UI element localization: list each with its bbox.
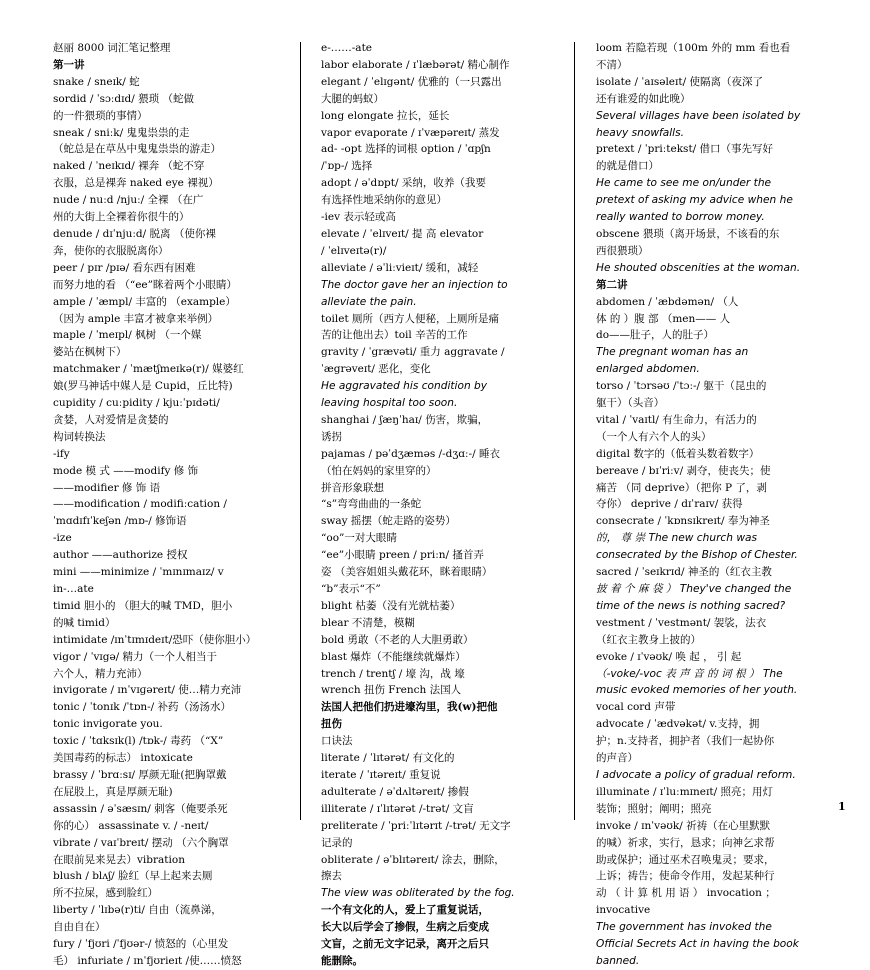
text-line: The view was obliterated by the fog. — [321, 887, 515, 900]
text-line: 护；n.支持者，拥护者（我们一起协你 — [596, 735, 775, 748]
text-line: 西很猥琐） — [596, 244, 649, 257]
text-line: 娘(罗马神话中媒人是 Cupid，丘比特) — [53, 380, 233, 393]
text-line: author ——authorize 授权 — [53, 549, 188, 562]
text-line: wrench 扭伤 French 法国人 — [321, 684, 462, 697]
text-line: 有选择性地采纳你的意见） — [321, 194, 447, 207]
text-line: 而努力地的看 （“ee”眯着两个小眼睛） — [53, 278, 238, 291]
text-line: 构词转换法 — [53, 430, 106, 443]
text-line: bereave / bɪˈriːv/ 剥夺，使丧失；使 — [596, 464, 771, 477]
text-line: -ify — [53, 447, 70, 460]
column-divider — [574, 42, 575, 820]
text-line: 的喊 timid） — [53, 616, 116, 629]
text-line: gravity / ˈgrævəti/ 重力 aggravate / — [321, 346, 505, 359]
text-line: tonic / ˈtonɪk /ˈtɒn-/ 补药（汤汤水） — [53, 701, 232, 714]
text-line: do——肚子，人的肚子） — [596, 329, 715, 342]
text-line: preliterate / ˈpriːˈlɪtərɪt /-trət/ 无文字 — [321, 819, 511, 832]
text-line: 赵丽 8000 词汇笔记整理 — [53, 42, 171, 54]
text-line: vital / ˈvaɪtl/ 有生命力，有活力的 — [596, 413, 757, 426]
text-line: peer / pɪr /pɪə/ 看东西有困难 — [53, 261, 196, 274]
text-line: （怕在妈妈的家里穿的） — [321, 464, 437, 477]
text-line: sway 摇摆（蛇走路的姿势） — [321, 515, 456, 528]
text-line: assassin / əˈsæsɪn/ 刺客（俺要杀死 — [53, 802, 228, 815]
text-line: 一个有文化的人，爱上了重复说话， — [321, 904, 489, 917]
text-line: blight 枯萎（没有光就枯萎） — [321, 599, 461, 612]
text-line: nude / nuːd /njuː/ 全裸 （在广 — [53, 194, 204, 207]
text-line: “ee”小眼睛 preen / priːn/ 搔首弄 — [321, 549, 484, 562]
text-line: 动 （ 计 算 机 用 语 ） invocation ； — [596, 887, 776, 900]
text-line: fury / ˈfjʊri /ˈfjʊər-/ 愤怒的（心里发 — [53, 938, 229, 951]
text-line: snake / sneɪk/ 蛇 — [53, 75, 140, 88]
text-line: 能删除。 — [321, 954, 363, 967]
text-line: e-……-ate — [321, 42, 373, 54]
text-line: illiterate / ɪˈlɪtərət /-trət/ 文盲 — [321, 802, 474, 815]
text-line: vapor evaporate / ɪˈvæpəreɪt/ 蒸发 — [321, 126, 500, 139]
column-middle — [321, 40, 573, 970]
text-line: The government has invoked the — [596, 921, 772, 934]
text-line: 在屁股上，真是厚颜无耻) — [53, 785, 173, 798]
text-line: He came to see me on/under the — [596, 177, 772, 190]
text-line: 奔，使你的衣服脱离你） — [53, 244, 169, 257]
text-line: labor elaborate / ɪˈlæbərət/ 精心制作 — [321, 58, 510, 71]
text-line: 州的大街上全裸着你很牛的） — [53, 211, 190, 224]
text-line: 你的心） assassinate v. / -neɪt/ — [53, 819, 209, 832]
page-number: 1 — [838, 800, 846, 813]
text-line: blear 不清楚，模糊 — [321, 616, 415, 629]
text-line: long elongate 拉长，延长 — [321, 109, 450, 122]
text-line: mini ——minimize / ˈmɪnɪmaɪz/ v — [53, 566, 224, 579]
text-line: ——modifier 修 饰 语 — [53, 481, 161, 494]
text-line: 不清） — [596, 58, 628, 71]
text-line: blush / blʌʃ/ 脸红（早上起来去厕 — [53, 870, 213, 883]
text-line: 夺你） deprive / dɪˈraɪv/ 获得 — [596, 498, 743, 511]
text-line: obliterate / əˈblɪtəreɪt/ 涂去，删除， — [321, 853, 505, 866]
text-line: 上诉；祷告；使命令作用，发起某种行 — [596, 870, 775, 883]
text-line: Several villages have been isolated by — [596, 109, 801, 122]
text-line: pretext / ˈpriːtekst/ 借口（事先写好 — [596, 143, 774, 156]
text-line: obscene 猥琐（离开场景，不该看的东 — [596, 227, 780, 240]
text-line: 长大以后学会了掺假，生病之后变成 — [321, 921, 489, 934]
text-line: （-voke/-voc 表 声 音 的 词 根 ） The — [596, 667, 783, 680]
text-line: banned. — [596, 954, 640, 967]
text-line: ad- -opt 选择的词根 option / ˈɑpʃn — [321, 143, 491, 156]
text-line: mode 模 式 ——modify 修 饰 — [53, 464, 199, 477]
text-line: 苦的让他出去）toil 辛苦的工作 — [321, 329, 468, 342]
text-line: 文盲，之前无文字记录，离开之后只 — [321, 938, 489, 951]
text-line: He shouted obscenities at the woman. — [596, 261, 801, 274]
text-line: pajamas / pəˈdʒæməs /-dʒɑː-/ 睡衣 — [321, 447, 500, 460]
text-line: 美国毒药的标志） intoxicate — [53, 752, 193, 765]
text-line: The doctor gave her an injection to — [321, 278, 508, 291]
text-line: 的一件猥琐的事情） — [53, 109, 148, 122]
text-line: toxic / ˈtɑksɪk(l) /tɒk-/ 毒药 （“X” — [53, 735, 224, 748]
text-line: （因为 ample 丰富才被拿来举例） — [53, 312, 219, 325]
text-line: invoke / ɪnˈvəʊk/ 祈祷（在心里默默 — [596, 819, 771, 832]
text-line: 婆站在枫树下） — [53, 346, 127, 359]
text-line: sneak / sniːk/ 鬼鬼祟祟的走 — [53, 126, 190, 139]
text-line: 的， 尊 崇 The new church was — [596, 532, 758, 545]
text-line: 还有谁爱的如此晚） — [596, 92, 691, 105]
text-line: 痛苦 （同 deprive）（把你 P 了，剥 — [596, 481, 767, 494]
text-line: enlarged abdomen. — [596, 363, 700, 376]
text-line: elevate / ˈelɪveɪt/ 提 高 elevator — [321, 227, 484, 240]
text-line: 姿 （美容姐姐头戴花环，眯着眼睛） — [321, 566, 493, 579]
text-line: matchmaker / ˈmætʃmeɪkə(r)/ 媒婆红 — [53, 363, 244, 376]
text-line: illuminate / ɪˈluːmɪneɪt/ 照亮；用灯 — [596, 785, 773, 798]
text-line: in-…ate — [53, 583, 94, 595]
text-line: “s”弯弯曲曲的一条蛇 — [321, 498, 422, 511]
text-line: timid 胆小的 （胆大的喊 TMD，胆小 — [53, 599, 233, 612]
text-line: 擦去 — [321, 870, 342, 883]
text-line: really wanted to borrow money. — [596, 211, 765, 224]
text-line: 的就是借口） — [596, 160, 659, 173]
text-line: iterate / ˈɪtəreɪt/ 重复说 — [321, 768, 441, 781]
column-divider — [300, 42, 301, 820]
text-line: 诱拐 — [321, 430, 342, 443]
text-line: sacred / ˈseɪkrɪd/ 神圣的（红衣主教 — [596, 566, 772, 579]
text-line: invigorate / ɪnˈvɪɡəreɪt/ 使…精力充沛 — [53, 684, 242, 697]
text-line: 躯干）（头音） — [596, 397, 665, 410]
text-line: 口诀法 — [321, 735, 353, 748]
text-line: 助或保护；通过巫术召唤鬼灵；要求， — [596, 853, 775, 866]
text-line: digital 数字的（低着头数着数字） — [596, 447, 760, 460]
text-line: isolate / ˈaɪsəleɪt/ 使隔离（夜深了 — [596, 75, 763, 88]
text-line: He aggravated his condition by — [321, 380, 488, 393]
text-line: 记录的 — [321, 836, 353, 849]
text-line: sordid / ˈsɔːdɪd/ 猥琐 （蛇做 — [53, 92, 194, 105]
text-line: abdomen / ˈæbdəmən/ （人 — [596, 295, 739, 308]
text-line: 衣服，总是裸奔 naked eye 裸视） — [53, 177, 219, 190]
text-line: 体 的 ）腹 部 （men—— 人 — [596, 312, 731, 325]
text-line: alleviate / əˈliːvieɪt/ 缓和，减轻 — [321, 261, 479, 274]
text-line: ˈmɑdɪfɪˈkeʃən /mɒ-/ 修饰语 — [53, 515, 187, 528]
text-line: 自由自在） — [53, 921, 106, 934]
text-line: pretext of asking my advice when he — [596, 194, 793, 207]
text-line: 毛） infuriate / ɪnˈfjʊrieɪt /使……愤怒 — [53, 954, 242, 967]
text-line: 大腿的蚂蚁） — [321, 92, 384, 105]
text-line: heavy snowfalls. — [596, 126, 685, 139]
text-line: consecrated by the Bishop of Chester. — [596, 549, 798, 562]
text-line: “b”表示“不” — [321, 583, 381, 595]
text-line: “oo”一对大眼睛 — [321, 532, 397, 545]
text-line: intimidate /ɪnˈtɪmɪdeɪt/恐吓（使你胆小） — [53, 633, 257, 646]
text-line: 第二讲 — [596, 278, 628, 291]
text-line: torso / ˈtɔrsəʊ /ˈtɔː-/ 躯干（昆虫的 — [596, 380, 767, 393]
text-line: naked / ˈneɪkɪd/ 裸奔 （蛇不穿 — [53, 160, 205, 173]
text-line: music evoked memories of her youth. — [596, 684, 798, 697]
text-line: Official Secrets Act in having the book — [596, 938, 799, 951]
text-line: advocate / ˈædvəkət/ v.支持，拥 — [596, 718, 760, 731]
text-line: evoke / ɪˈvəʊk/ 唤 起 ， 引 起 — [596, 650, 742, 663]
text-line: 法国人把他们扔进壕沟里，我(w)把他 — [321, 701, 498, 714]
text-line: consecrate / ˈkɒnsɪkreɪt/ 奉为神圣 — [596, 515, 770, 528]
text-line: 拼音形象联想 — [321, 481, 384, 494]
text-line: （红衣主教身上披的） — [596, 633, 701, 646]
text-line: time of the news is nothing sacred? — [596, 599, 786, 612]
text-line: shanghai / ʃæŋˈhaɪ/ 伤害，欺骗， — [321, 413, 489, 426]
text-line: 在眼前晃来晃去）vibration — [53, 853, 185, 866]
text-line: I advocate a policy of gradual reform. — [596, 768, 796, 781]
text-line: vocal cord 声带 — [596, 701, 676, 714]
text-line: 的声音） — [596, 752, 638, 765]
text-line: 装饰；照射；阐明；照亮 — [596, 802, 712, 815]
text-line: leaving hospital too soon. — [321, 397, 458, 410]
text-line: 第一讲 — [53, 58, 85, 71]
text-line: ample / ˈæmpl/ 丰富的 （example） — [53, 295, 236, 308]
text-line: -iev 表示轻或高 — [321, 211, 396, 224]
text-line: vigor / ˈvɪgə/ 精力（一个人相当于 — [53, 650, 218, 663]
text-line: ——modification / modifiːcation / — [53, 498, 227, 511]
text-line: trench / trentʃ / 壕 沟，战 壕 — [321, 667, 465, 680]
text-line: ˈægrəveɪt/ 恶化，变化 — [321, 363, 431, 376]
text-line: maple / ˈmeɪpl/ 枫树 （一个媒 — [53, 329, 202, 342]
text-line: / ˈelɪveɪtə(r)/ — [321, 244, 387, 257]
text-line: adulterate / əˈdʌltəreɪt/ 掺假 — [321, 785, 469, 798]
text-line: tonic invigorate you. — [53, 718, 163, 731]
text-line: adopt / əˈdɒpt/ 采纳，收养（我要 — [321, 177, 486, 190]
text-line: 披 着 个 麻 袋 ） They've changed the — [596, 583, 792, 595]
text-line: denude / dɪˈnjuːd/ 脱离 （使你裸 — [53, 227, 216, 240]
text-line: The pregnant woman has an — [596, 346, 749, 359]
column-left — [53, 40, 305, 970]
text-line: blast 爆炸（不能继续就爆炸） — [321, 650, 466, 663]
text-line: liberty / ˈlɪbə(r)ti/ 自由（流鼻涕， — [53, 904, 222, 917]
text-line: vestment / ˈvestmənt/ 袈裟，法衣 — [596, 616, 767, 629]
text-line: （一个人有六个人的头） — [596, 430, 712, 443]
text-line: literate / ˈlɪtərət/ 有文化的 — [321, 752, 455, 765]
text-line: 扭伤 — [321, 718, 342, 731]
text-line: -ize — [53, 532, 72, 545]
text-line: /ˈɒp-/ 选择 — [321, 160, 373, 173]
text-line: vibrate / vaɪˈbreɪt/ 摆动 （六个胸罩 — [53, 836, 229, 849]
text-line: brassy / ˈbrɑːsɪ/ 厚颜无耻(把胸罩戴 — [53, 768, 227, 781]
text-line: 贪婪，人对爱情是贪婪的 — [53, 413, 169, 426]
column-right — [596, 40, 848, 970]
text-line: loom 若隐若现（100m 外的 mm 看也看 — [596, 42, 791, 54]
text-line: 所不拉屎，感到脸红） — [53, 887, 158, 900]
text-line: bold 勇敢（不老的人大胆勇敢） — [321, 633, 474, 646]
text-line: elegant / ˈelɪgənt/ 优雅的（一只露出 — [321, 75, 502, 88]
text-line: cupidity / cuːpidity / kjuːˈpɪdəti/ — [53, 397, 220, 410]
text-line: 的喊）祈求，实行，恳求；向神乞求帮 — [596, 836, 775, 849]
text-line: （蛇总是在草丛中鬼鬼祟祟的游走） — [53, 143, 221, 156]
text-line: invocative — [596, 904, 651, 917]
text-line: toilet 厕所（西方人便秘，上厕所是痛 — [321, 312, 500, 325]
text-line: 六个人，精力充沛） — [53, 667, 148, 680]
text-line: alleviate the pain. — [321, 295, 417, 308]
